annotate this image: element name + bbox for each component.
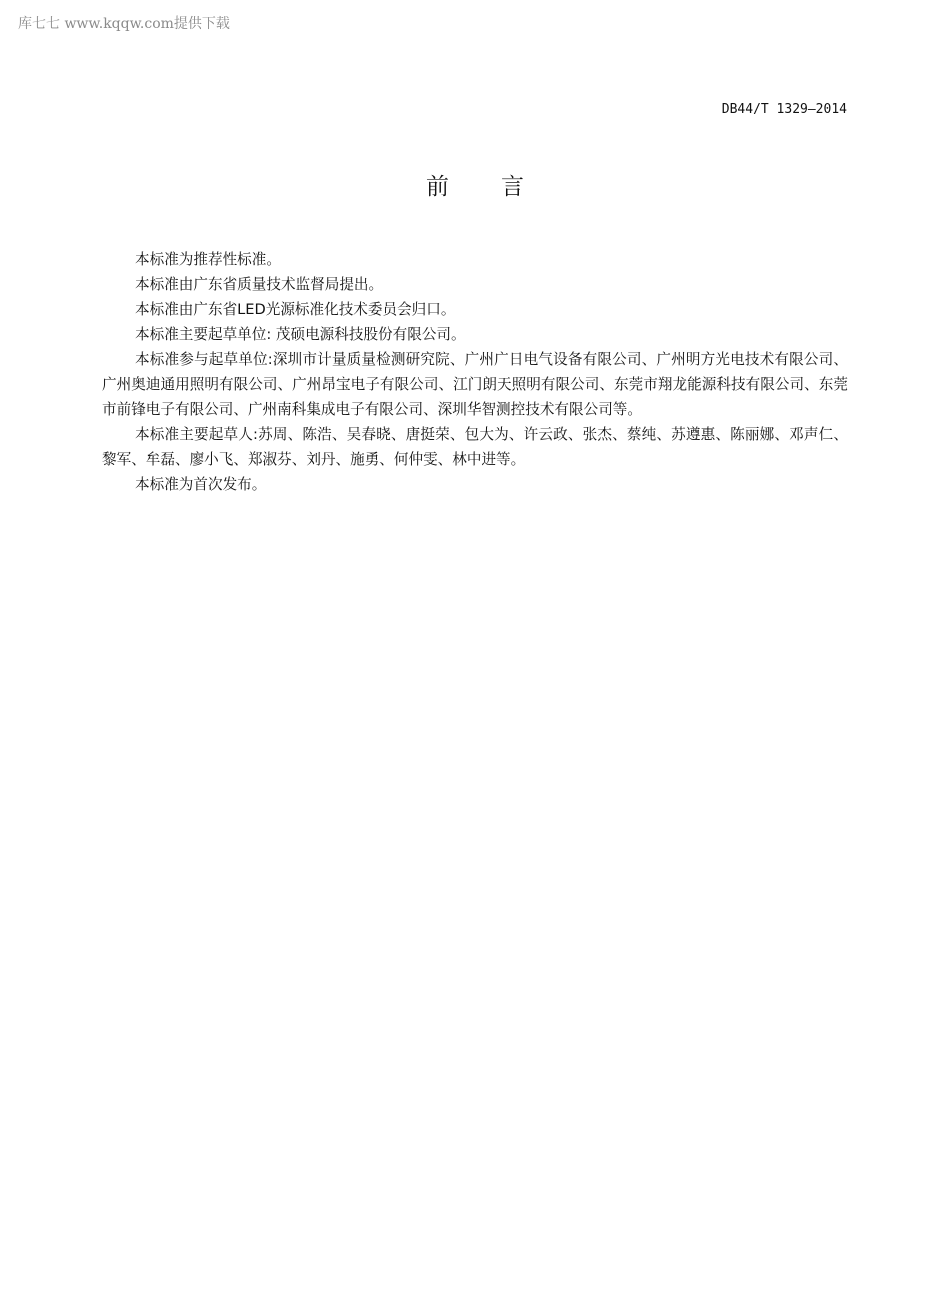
paragraph-main-drafters: 本标准主要起草人:苏周、陈浩、吴春晓、唐挺荣、包大为、许云政、张杰、蔡纯、苏遵惠、陈丽娜、邓声仁、黎军、牟磊、廖小飞、郑淑芬、刘丹、施勇、何仲雯、林中进等。 [102, 426, 848, 468]
paragraph-first-release: 本标准为首次发布。 [135, 476, 267, 493]
paragraph-proposer: 本标准由广东省质量技术监督局提出。 [135, 276, 384, 293]
foreword-body [102, 247, 848, 497]
paragraph-recommended-standard: 本标准为推荐性标准。 [135, 251, 281, 268]
page-title: 前言 [426, 174, 576, 200]
paragraph-main-drafting-unit: 本标准主要起草单位: 茂硕电源科技股份有限公司。 [135, 326, 466, 343]
paragraph-participating-units: 本标准参与起草单位:深圳市计量质量检测研究院、广州广日电气设备有限公司、广州明方光电技术有限公司、广州奥迪通用照明有限公司、广州昂宝电子有限公司、江门朗天照明有限公司、东莞市翔龙能源科技有限公司、东莞市前锋电子有限公司、广州南科集成电子有限公司、深圳华智测控技术有限公司等。 [102, 351, 848, 418]
paragraph-committee: 本标准由广东省LED光源标准化技术委员会归口。 [135, 301, 456, 318]
document-code: DB44/T 1329—2014 [721, 102, 847, 117]
watermark-text: 库七七 www.kqqw.com提供下载 [18, 16, 230, 32]
